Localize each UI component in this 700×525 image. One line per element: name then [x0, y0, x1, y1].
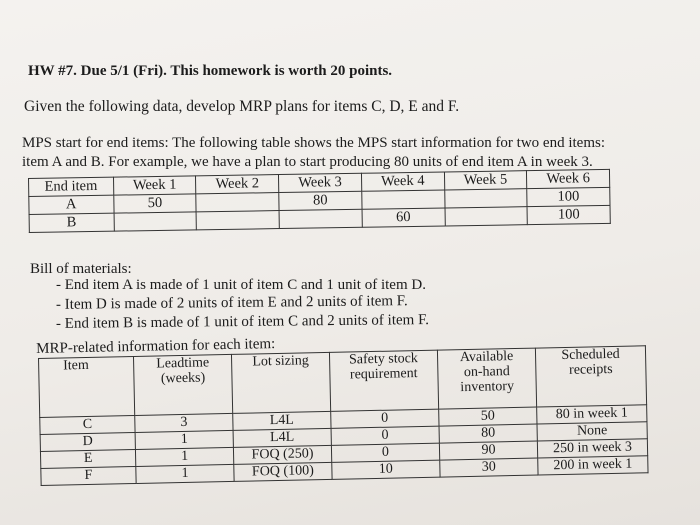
- mps-header-cell: Week 2: [196, 175, 279, 194]
- instructions: Given the following data, develop MRP plans for items C, D, E and F.: [24, 98, 460, 115]
- mps-cell: 80: [279, 191, 362, 210]
- mps-header-cell: Week 1: [113, 176, 196, 195]
- mrp-cell: 0: [331, 443, 439, 462]
- mps-cell: [114, 212, 197, 231]
- mrp-header-cell: Scheduled receipts: [535, 346, 646, 407]
- mrp-cell: 200 in week 1: [538, 456, 648, 475]
- mrp-header-cell: Item: [39, 356, 135, 417]
- mrp-cell: D: [40, 432, 135, 451]
- bom-title: Bill of materials:: [30, 261, 132, 277]
- mrp-cell: 1: [136, 464, 234, 483]
- mrp-cell: None: [537, 422, 647, 441]
- mrp-cell: FOQ (100): [234, 462, 332, 481]
- mps-header-cell: Week 4: [361, 172, 444, 191]
- mps-description-line2: item A and B. For example, we have a plan to start producing 80 units of end item A in week 3.: [22, 154, 593, 170]
- mps-cell: 100: [527, 187, 610, 206]
- mrp-header-cell: Lot sizing: [232, 352, 331, 413]
- mrp-cell: 3: [135, 413, 233, 432]
- mps-cell: [445, 207, 528, 226]
- mrp-table: [38, 345, 649, 486]
- bom-item: - End item A is made of 1 unit of item C and 1 unit of item D.: [56, 277, 426, 293]
- mrp-header-cell: Available on-hand inventory: [437, 348, 536, 409]
- mrp-cell: 10: [332, 460, 440, 479]
- mrp-cell: E: [40, 449, 135, 468]
- mps-cell: [196, 211, 279, 230]
- mps-cell: [444, 189, 527, 208]
- mrp-cell: L4L: [233, 428, 331, 447]
- mrp-cell: 80 in week 1: [537, 405, 647, 424]
- mrp-header-cell: Leadtime (weeks): [134, 354, 233, 415]
- mps-table: [28, 169, 611, 233]
- mrp-cell: L4L: [233, 411, 331, 430]
- mps-header-cell: End item: [29, 177, 114, 196]
- mrp-cell: 1: [135, 430, 233, 449]
- mrp-cell: 30: [440, 458, 538, 477]
- mps-cell: [279, 209, 362, 228]
- mrp-cell: 80: [439, 424, 537, 443]
- mrp-cell: 1: [135, 447, 233, 466]
- mps-cell: [196, 193, 279, 212]
- mrp-cell: F: [41, 466, 136, 485]
- mrp-cell: 0: [331, 426, 439, 445]
- mrp-cell: C: [40, 415, 135, 434]
- mps-description-line1: MPS start for end items: The following table shows the MPS start information for two end items:: [22, 135, 606, 151]
- bom-item: - Item D is made of 2 units of item E and 2 units of item F.: [55, 293, 408, 313]
- mps-header-cell: Week 3: [279, 173, 362, 192]
- mps-cell: 100: [527, 205, 610, 224]
- mps-header-cell: Week 5: [444, 171, 527, 190]
- mrp-cell: 250 in week 3: [537, 439, 647, 458]
- mrp-title: MRP-related information for each item:: [36, 335, 276, 357]
- mps-cell: A: [29, 195, 114, 214]
- mrp-cell: 90: [439, 441, 537, 460]
- mps-cell: B: [29, 213, 114, 232]
- mrp-cell: 0: [330, 409, 438, 428]
- mps-header-cell: Week 6: [527, 169, 610, 188]
- mrp-cell: FOQ (250): [234, 445, 332, 464]
- mrp-header-cell: Safety stock requirement: [329, 350, 438, 411]
- bom-item: - End item B is made of 1 unit of item C and 2 units of item F.: [55, 312, 430, 332]
- mps-cell: 50: [113, 194, 196, 213]
- mps-cell: 60: [362, 208, 445, 227]
- mps-cell: [362, 190, 445, 209]
- homework-title: HW #7. Due 5/1 (Fri). This homework is worth 20 points.: [28, 63, 393, 79]
- mrp-cell: 50: [439, 407, 537, 426]
